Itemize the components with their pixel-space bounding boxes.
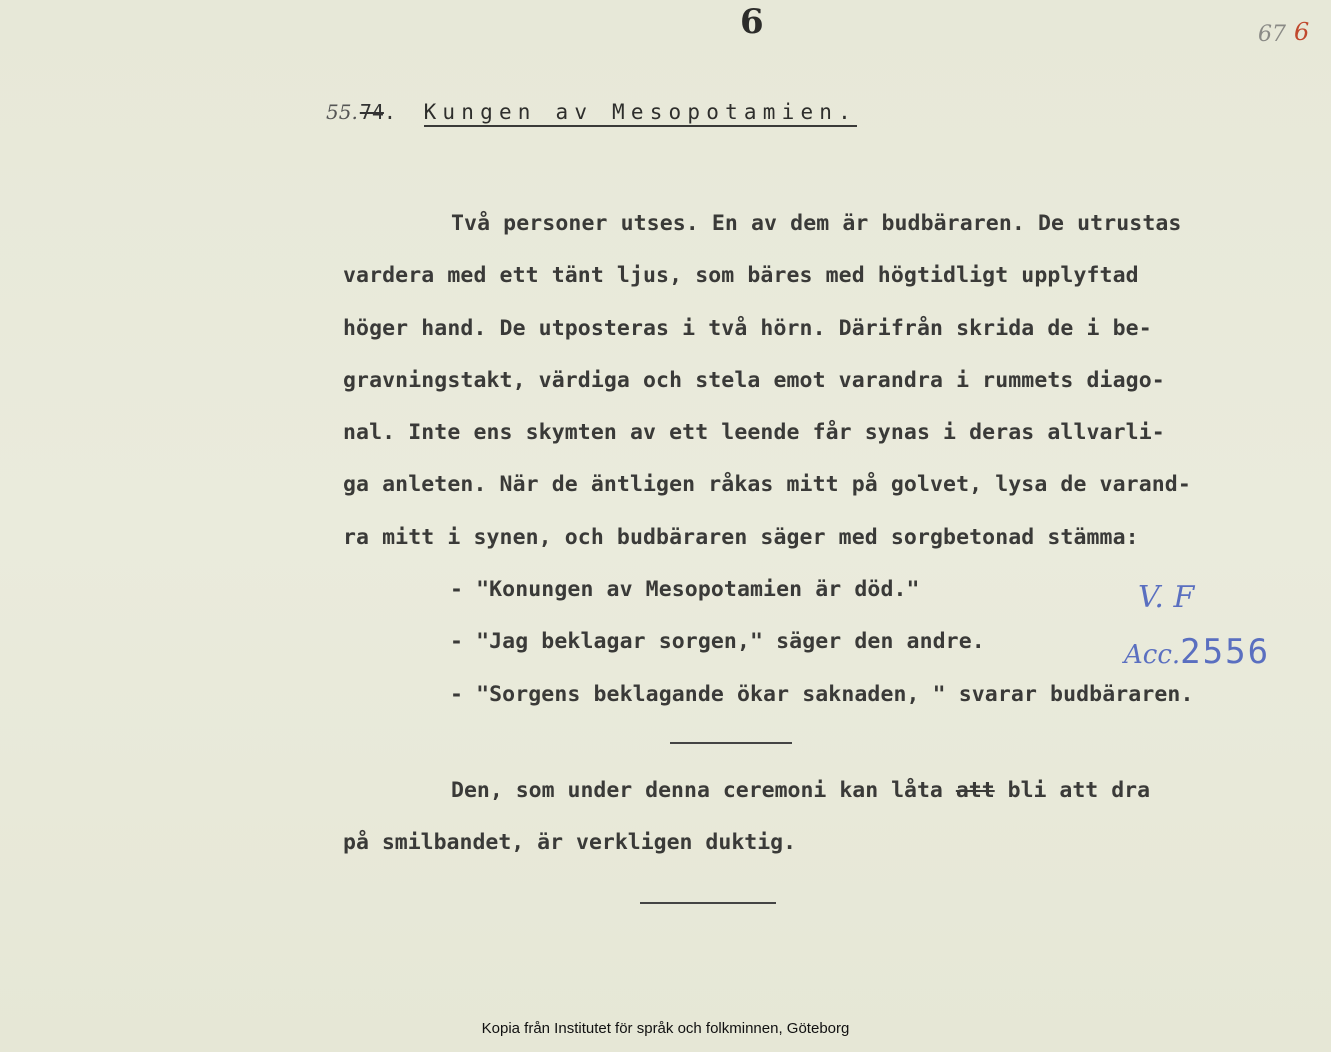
page-number: 6	[740, 2, 764, 42]
divider-bottom	[640, 902, 776, 904]
paragraph-line: nal. Inte ens skymten av ett leende får synas i deras allvarli-	[343, 420, 1165, 446]
closing-line-1	[343, 765, 1323, 817]
page-title: Kungen av Mesopotamien.	[424, 100, 857, 127]
accession-stamp	[1124, 632, 1270, 672]
heading-number-struck: 74	[359, 100, 384, 124]
paragraph-line: vardera med ett tänt ljus, som bäres med högtidligt upplyftad	[343, 263, 1139, 289]
stamp-initials: V. F	[1138, 580, 1195, 615]
heading-number-handwritten: 55.	[326, 100, 358, 124]
dialog-line: - "Konungen av Mesopotamien är död."	[450, 577, 920, 603]
closing-struck-word: att	[955, 778, 995, 803]
heading-dot: .	[383, 100, 396, 124]
accession-number: 2556	[1180, 632, 1271, 672]
paragraph-line: Två personer utses. En av dem är budbäraren. De utrustas	[451, 211, 1182, 236]
divider-top	[670, 742, 792, 744]
dialog-line: - "Sorgens beklagande ökar saknaden, " svarar budbäraren.	[450, 681, 1194, 707]
closing-line-1-after: bli att dra	[1007, 778, 1151, 803]
paragraph-line: gravningstakt, värdiga och stela emot varandra i rummets diago-	[343, 367, 1165, 393]
closing-line-2: på smilbandet, är verkligen duktig.	[343, 830, 797, 855]
closing-line-1-before: Den, som under denna ceremoni kan låta	[451, 778, 943, 803]
paragraph-line: ra mitt i synen, och budbäraren säger med sorgbetonad stämma:	[343, 524, 1139, 550]
paragraph-line: ga anleten. När de äntligen råkas mitt på golvet, lysa de varand-	[343, 472, 1191, 498]
paragraph-line: höger hand. De utposteras i två hörn. Därifrån skrida de i be-	[343, 315, 1152, 341]
closing-text	[343, 765, 1323, 869]
accession-label: Acc.	[1124, 640, 1181, 670]
footer-credit: Kopia från Institutet för språk och folkminnen, Göteborg	[481, 1020, 850, 1037]
archive-number-red: 6	[1294, 18, 1310, 46]
heading	[326, 100, 857, 127]
dialog-line: - "Jag beklagar sorgen," säger den andre.	[450, 629, 985, 655]
archive-number: 67	[1258, 22, 1286, 47]
